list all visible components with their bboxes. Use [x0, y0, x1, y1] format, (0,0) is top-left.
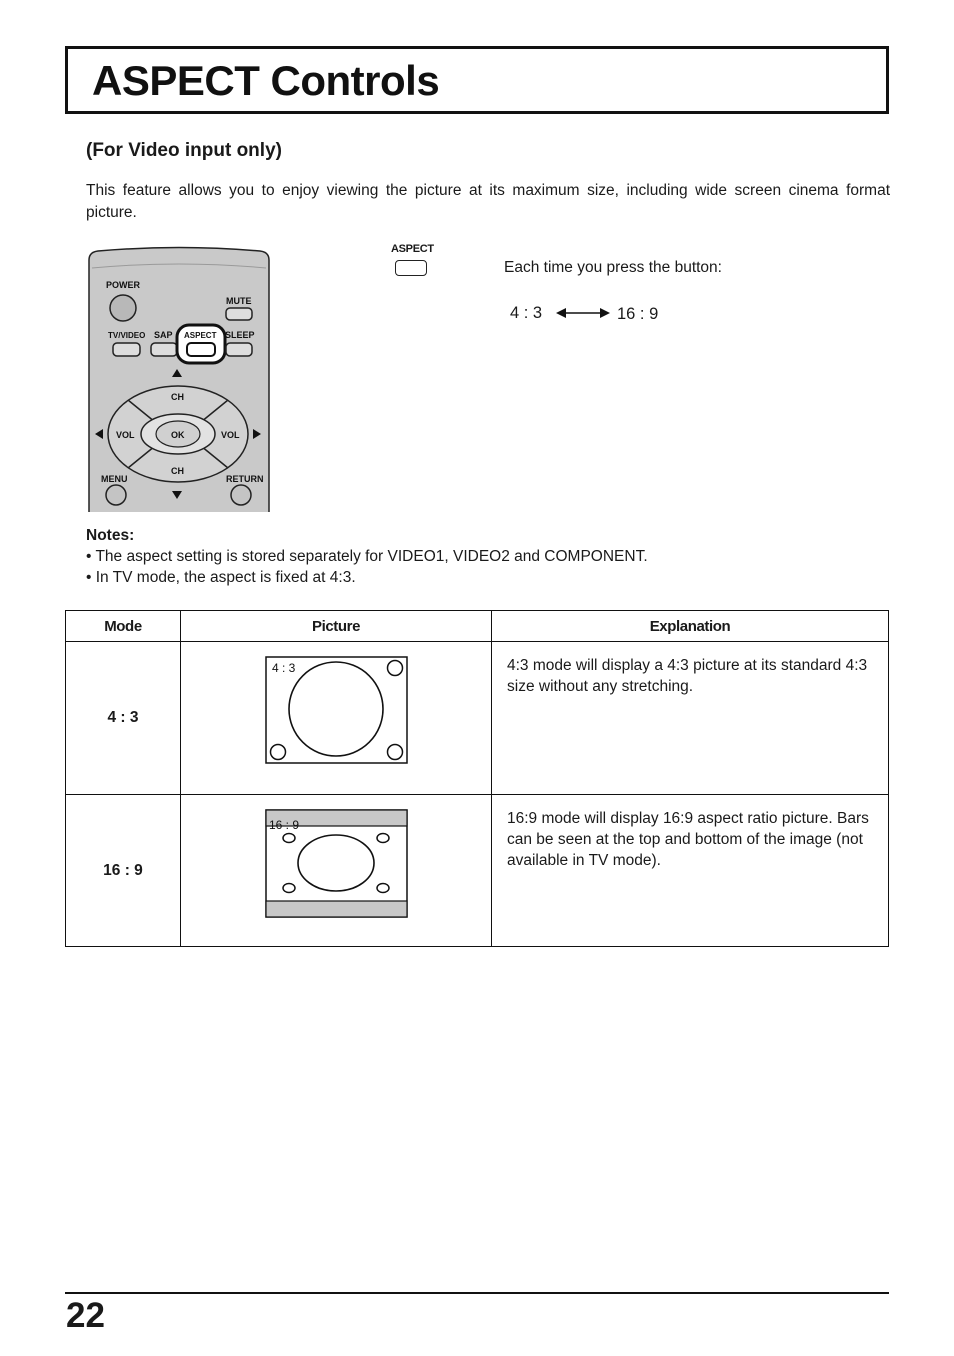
aspect-16-9-diagram [265, 809, 409, 919]
note-item: • In TV mode, the aspect is fixed at 4:3. [86, 569, 356, 586]
table-row [66, 642, 889, 795]
page-title: ASPECT Controls [92, 57, 440, 104]
ok-label: OK [171, 430, 185, 440]
table-header-row [66, 611, 889, 642]
header-explanation: Explanation [492, 611, 889, 642]
letterbox-bottom-bar [266, 901, 407, 917]
picture-cell [181, 642, 492, 795]
header-picture: Picture [181, 611, 492, 642]
title-box [65, 46, 889, 114]
vol-left-label: VOL [116, 430, 135, 440]
power-button [110, 295, 136, 321]
menu-label: MENU [101, 474, 128, 484]
picture-cell [181, 795, 492, 947]
remote-control-illustration [86, 246, 272, 512]
aspect-modes-table [65, 610, 889, 947]
mode-cell: 16 : 9 [66, 795, 181, 947]
tv-video-label: TV/VIDEO [108, 331, 146, 340]
ch-up-label: CH [171, 392, 184, 402]
aspect-instruction: Each time you press the button: [504, 259, 722, 276]
sap-button [151, 343, 177, 356]
sap-label: SAP [154, 330, 173, 340]
return-label: RETURN [226, 474, 264, 484]
picture-label: 16 : 9 [269, 818, 300, 832]
intro-paragraph: This feature allows you to enjoy viewing the picture at its maximum size, including wide screen cinema format picture. [86, 182, 890, 221]
aspect-button-label: ASPECT [391, 243, 434, 255]
menu-button [106, 485, 126, 505]
mute-button [226, 308, 252, 320]
aspect-4-3-diagram [265, 656, 409, 766]
aspect-button-icon [395, 260, 427, 276]
aspect-label: ASPECT [184, 331, 217, 340]
header-mode: Mode [66, 611, 181, 642]
aspect-remote-button [187, 343, 215, 356]
sleep-button [226, 343, 252, 356]
explanation-cell: 16:9 mode will display 16:9 aspect ratio picture. Bars can be seen at the top and bottom of the image (not available in TV mode). [492, 795, 889, 947]
note-item: • The aspect setting is stored separately for VIDEO1, VIDEO2 and COMPONENT. [86, 548, 648, 565]
section-subtitle: (For Video input only) [86, 140, 282, 161]
page-number: 22 [66, 1296, 105, 1335]
tv-video-button [113, 343, 140, 356]
notes-heading: Notes: [86, 527, 135, 544]
explanation-cell: 4:3 mode will display a 4:3 picture at its standard 4:3 size without any stretching. [492, 642, 889, 795]
double-arrow-icon [555, 306, 611, 320]
picture-label: 4 : 3 [272, 661, 296, 675]
sleep-label: SLEEP [225, 330, 255, 340]
sequence-item-4-3: 4 : 3 [510, 304, 543, 322]
return-button [231, 485, 251, 505]
footer-divider [65, 1292, 889, 1294]
power-label: POWER [106, 280, 141, 290]
mute-label: MUTE [226, 296, 252, 306]
table-row [66, 795, 889, 947]
ch-down-label: CH [171, 466, 184, 476]
mode-cell: 4 : 3 [66, 642, 181, 795]
sequence-item-16-9: 16 : 9 [617, 305, 659, 323]
vol-right-label: VOL [221, 430, 240, 440]
